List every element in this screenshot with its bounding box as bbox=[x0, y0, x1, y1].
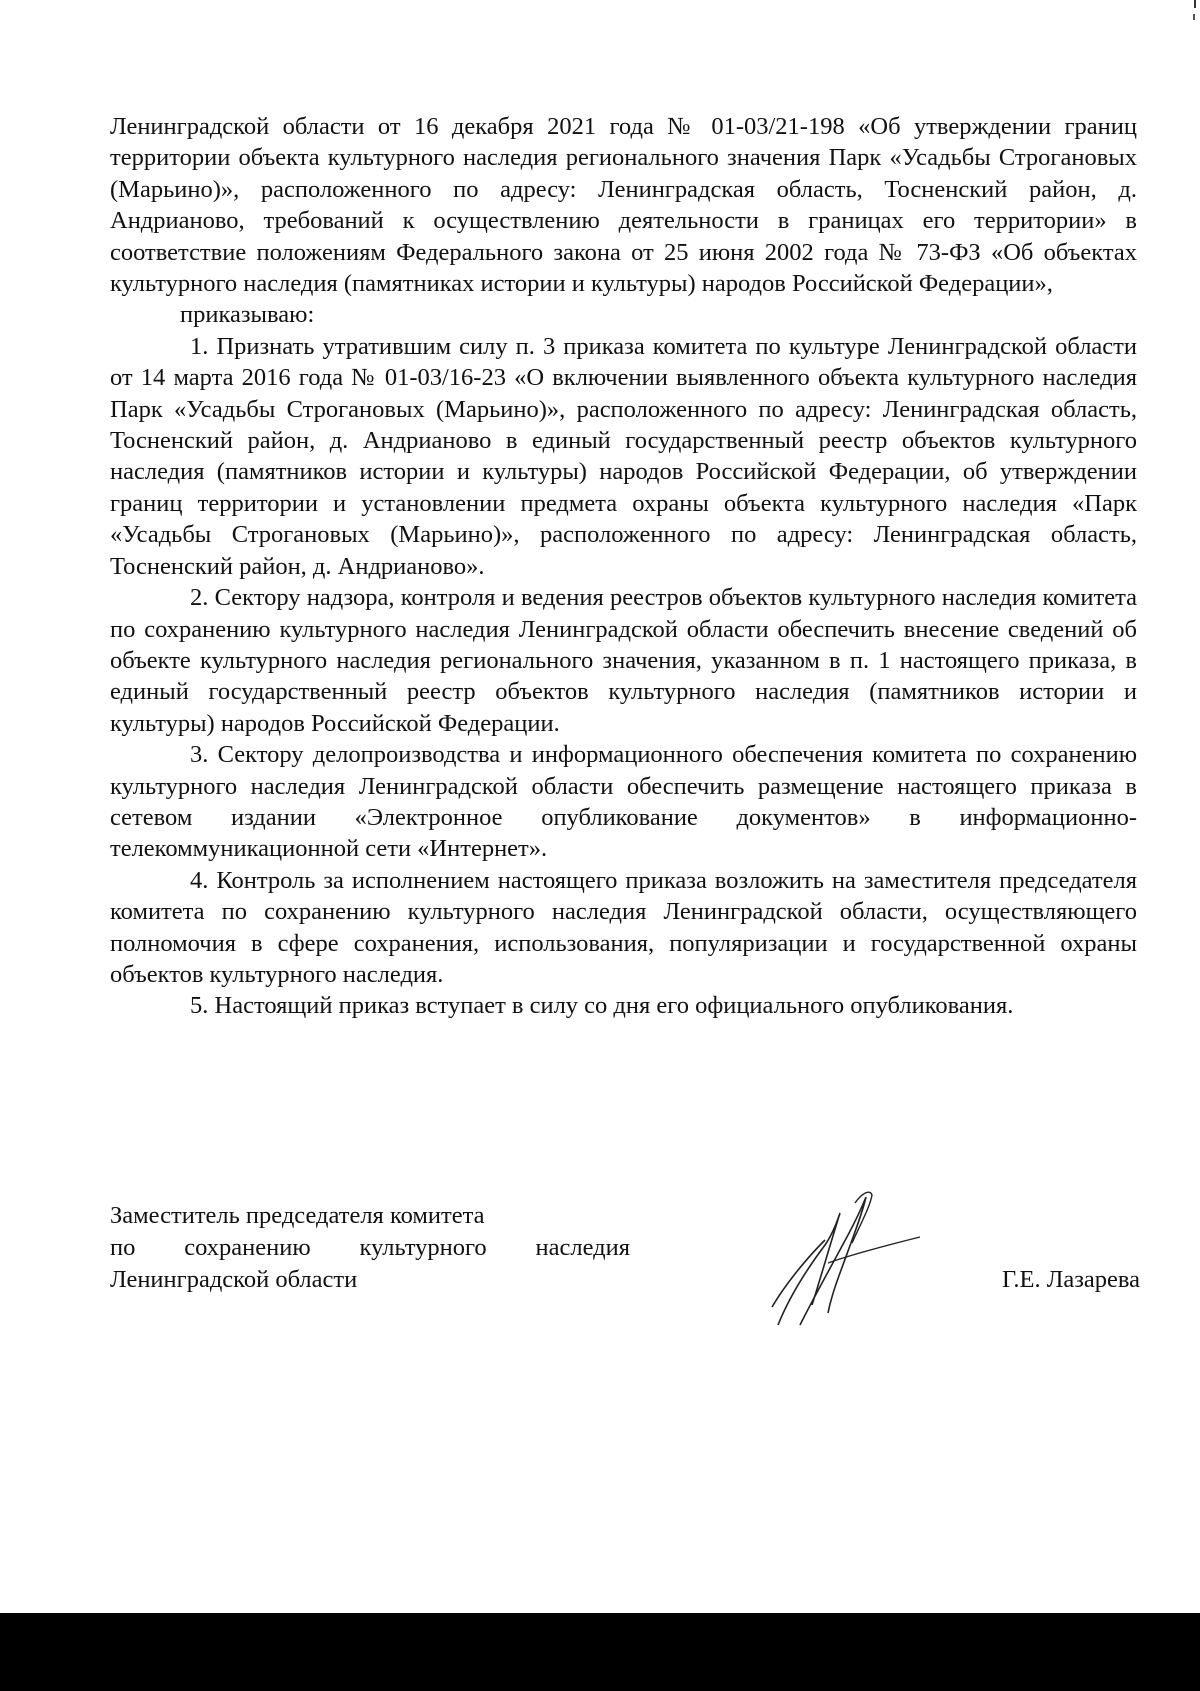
paragraph-item-4: 4. Контроль за исполнением настоящего приказа возложить на заместителя председателя комитета по сохранению культурного наследия Ленинградской области, осуществляющего полномочия в сфере сохранения, использования, популяризации и государственной охраны объектов культурного наследия. bbox=[110, 866, 1137, 988]
paragraph-item-2: 2. Сектору надзора, контроля и ведения реестров объектов культурного наследия комитета по сохранению культурного наследия Ленинградской области обеспечить внесение сведений об объекте культурного наследия регионального значения, указанном в п. 1 настоящего приказа, в единый государственный реестр объектов культурного наследия (памятников истории и культуры) народов Российской Федерации. bbox=[110, 584, 1137, 737]
paragraph-item-3: 3. Сектору делопроизводства и информационного обеспечения комитета по сохранению культурного наследия Ленинградской области обеспечить размещение настоящего приказа в сетевом издании «Электронное опубликование документов» в информационно-телекоммуникационной сети «Интернет». bbox=[110, 741, 1137, 863]
scan-edge-mark bbox=[1192, 0, 1198, 30]
document-body bbox=[110, 111, 1137, 1022]
signatory-name: Г.Е. Лазарева bbox=[1001, 1266, 1140, 1293]
paragraph-order: приказываю: bbox=[180, 301, 315, 329]
position-line-3: Ленинградской области bbox=[110, 1266, 358, 1293]
paragraph-item-1: 1. Признать утратившим силу п. 3 приказа комитета по культуре Ленинградской области от 14 марта 2016 года № 01-03/16-23 «О включении выявленного объекта культурного наследия Парк «Усадьбы Строгановых (Марьино)», расположенного по адресу: Ленинградская область, Тосненский район, д. Андрианово в единый государственный реестр объектов культурного наследия (памятников истории и культуры) народов Российской Федерации, об утверждении границ территории и установлении предмета охраны объекта культурного наследия «Парк «Усадьбы Строгановых (Марьино)», расположенного по адресу: Ленинградская область, Тосненский район, д. Андрианово». bbox=[110, 332, 1137, 580]
paragraph-item-5: 5. Настоящий приказ вступает в силу со дня его официального опубликования. bbox=[190, 992, 1014, 1020]
signatory-position bbox=[110, 1200, 630, 1296]
scan-bottom-border bbox=[0, 1613, 1200, 1691]
paragraph-intro: Ленинградской области от 16 декабря 2021 года № 01-03/21-198 «Об утверждении границ территории объекта культурного наследия регионального значения Парк «Усадьбы Строгановых (Марьино)», расположенного по адресу: Ленинградская область, Тосненский район, д. Андрианово, требований к осуществлению деятельности в границах его территории» в соответствие положениям Федерального закона от 25 июня 2002 года № 73-ФЗ «Об объектах культурного наследия (памятниках истории и культуры) народов Российской Федерации», bbox=[110, 113, 1137, 298]
position-line-1: Заместитель председателя комитета bbox=[110, 1202, 485, 1229]
handwritten-signature-icon bbox=[770, 1185, 930, 1335]
position-line-2: по сохранению культурного наследия bbox=[110, 1234, 630, 1261]
